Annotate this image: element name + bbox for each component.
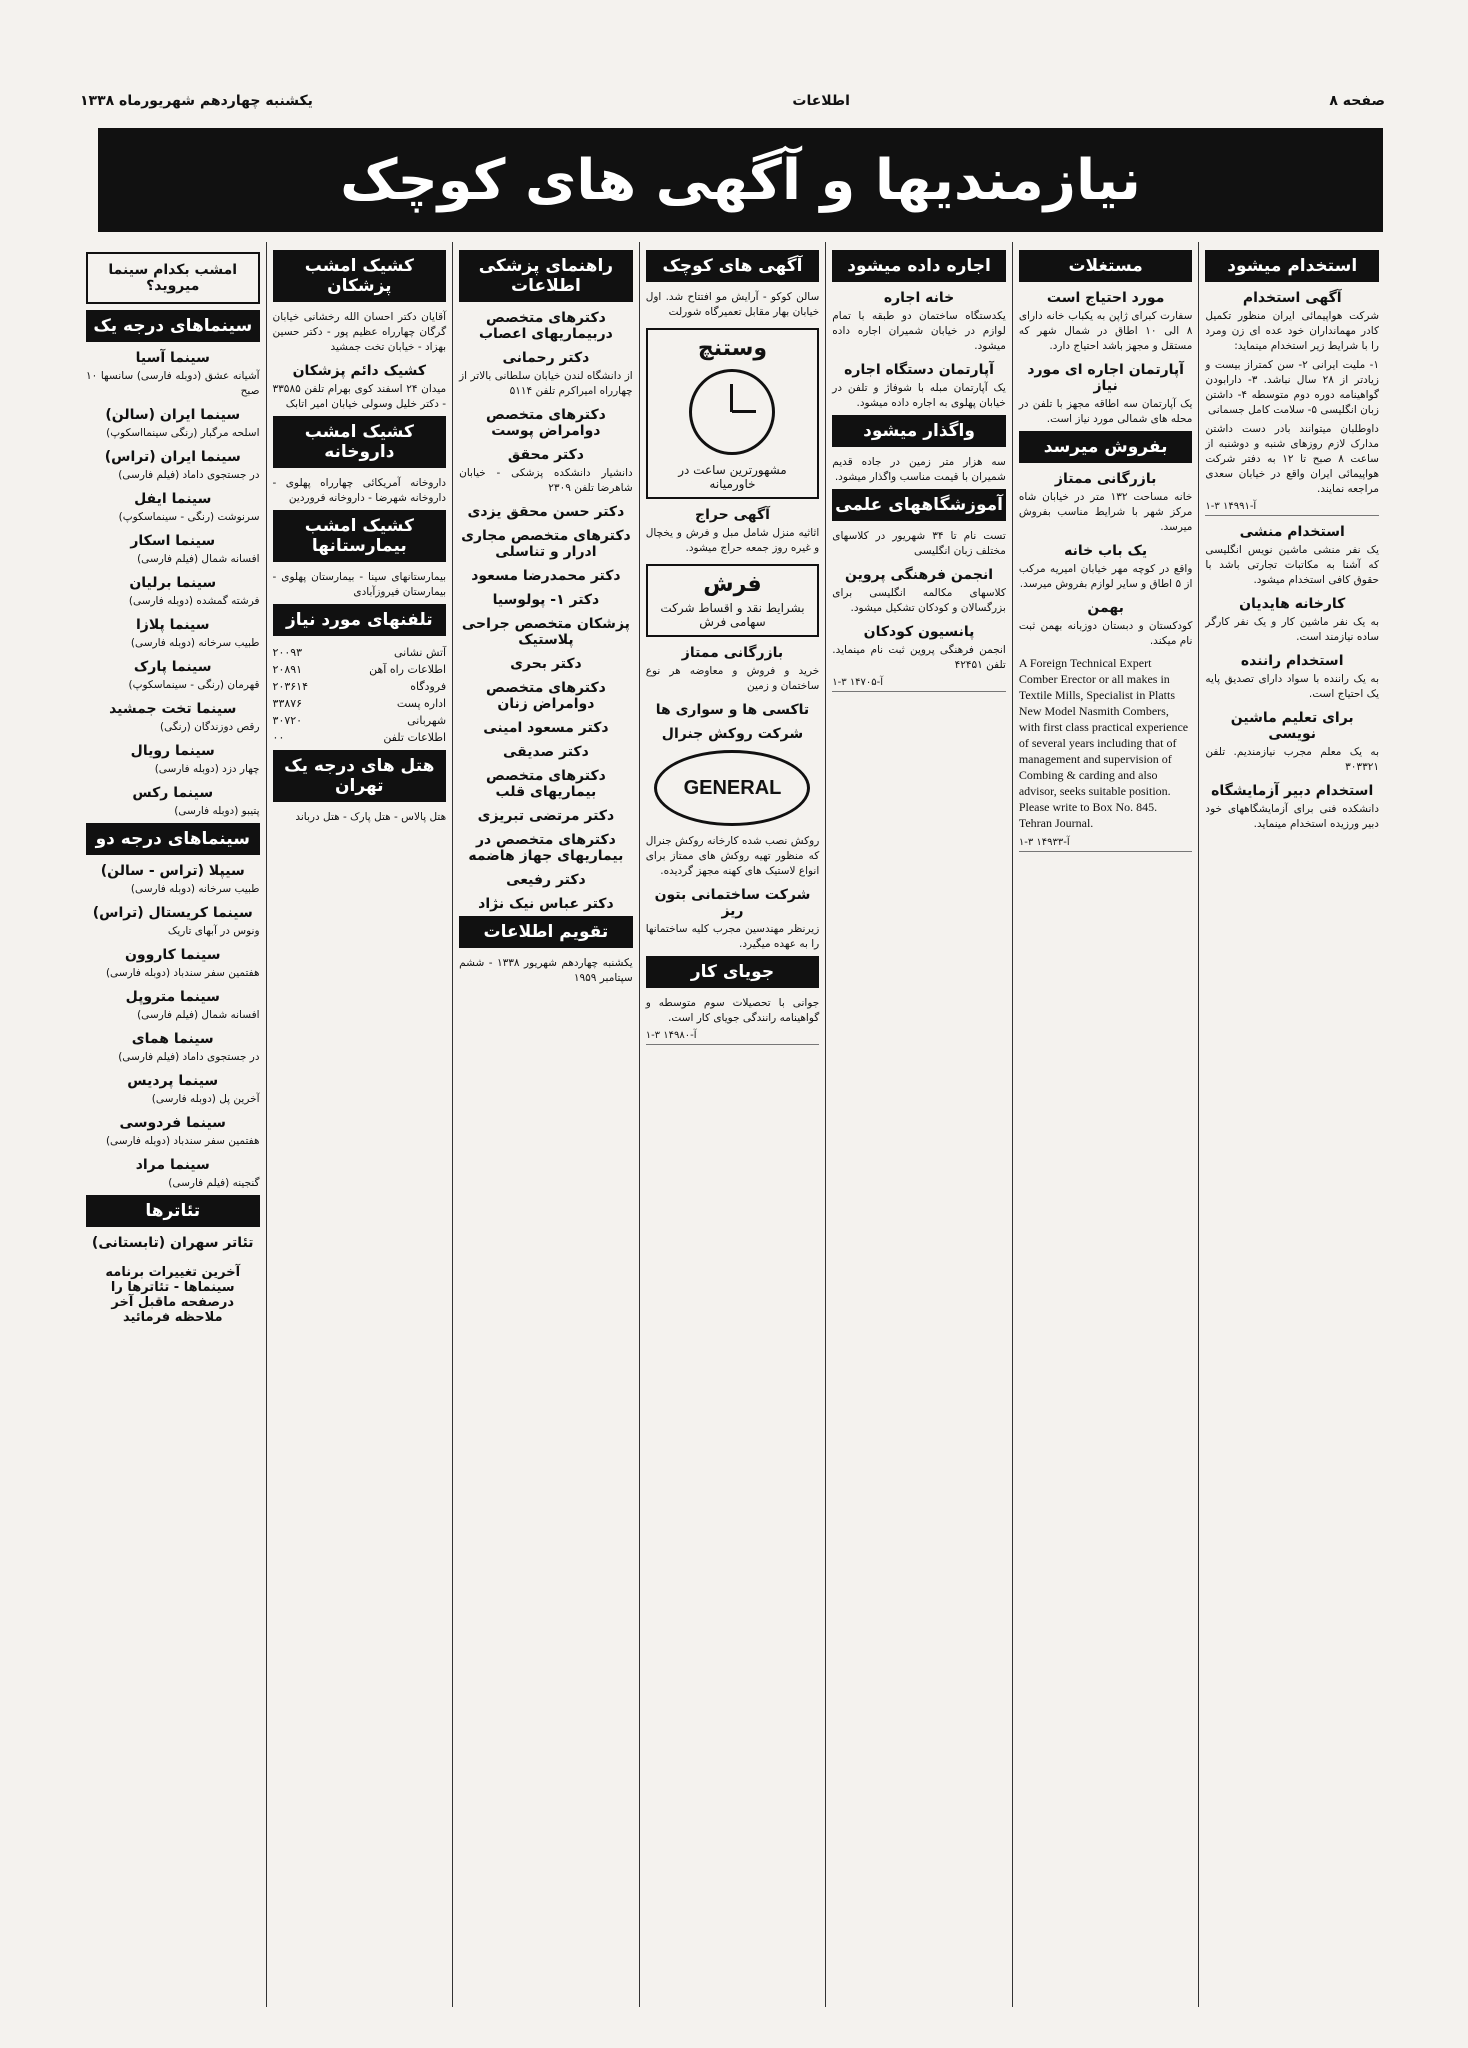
ad-code: آ-۱۴۷۰۵ ۳-۱ [832, 677, 1006, 692]
column-on-call [266, 242, 453, 2007]
hospital-heading: کشیک امشب بیمارستانها [273, 510, 447, 562]
on-call-doctors-heading: کشیک امشب پزشکان [273, 250, 447, 302]
newspaper-name: اطلاعات [792, 93, 850, 109]
specialty-title: پزشکان متخصص جراحی پلاستیک [461, 616, 630, 648]
theatres-heading: تئاترها [86, 1195, 260, 1227]
cinema-program: قهرمان (رنگی - سینماسکوپ) [128, 679, 260, 691]
phone-row [273, 661, 447, 678]
ad-text: سفارت کبرای ژاپن به یکباب خانه دارای ۸ الی ۱۰ اطاق در شمال شهر که مستقل و مجهز باشد احتیاج دارد. [1018, 310, 1193, 352]
doctor-text: دانشیار دانشکده پزشکی - خیابان شاهرضا تلفن ۲۳۰۹ [459, 467, 633, 494]
ad-text: خرید و فروش و معاوضه هر نوع ساختمان و زمین [645, 665, 820, 692]
phone-number: ۳۳۸۷۶ [272, 697, 303, 710]
doctor-name: دکتر حسن محقق یزدی [467, 504, 625, 520]
cinema-name: سینما پلازا [136, 617, 210, 633]
carpet-text: بشرایط نقد و اقساط شرکت سهامی فرش [660, 601, 805, 629]
hospital-text: بیمارستانهای سینا - بیمارستان پهلوی - بیمارستان فیروزآبادی [272, 571, 447, 598]
cinema-program: افسانه شمال (فیلم فارسی) [137, 553, 260, 565]
cinema-program: افسانه شمال (فیلم فارسی) [137, 1009, 260, 1021]
doctor-name: دکتر بحری [510, 656, 582, 672]
cinema-name: سینما برلیان [129, 575, 217, 591]
doctors-heading: راهنمای پزشکی اطلاعات [459, 250, 633, 302]
ad-text: سالن کوکو - آرایش مو افتتاح شد. اول خیابان بهار مقابل تعمیرگاه شورلت [645, 291, 820, 318]
ad-title: استخدام راننده [1240, 653, 1344, 669]
phone-name: اداره پست [396, 697, 447, 710]
ad-title: بازرگانی ممتاز [1054, 471, 1157, 487]
phone-number: ۳۰۷۲۰ [272, 714, 303, 727]
cinema-name: سینما پارک [133, 659, 212, 675]
phone-list [273, 644, 447, 746]
general-tire-logo: GENERAL [654, 750, 810, 826]
employment-heading: استخدام میشود [1205, 250, 1379, 282]
cinema-name: سینما ایران (سالن) [105, 407, 241, 423]
cinema-program: هفتمین سفر سندباد (دوبله فارسی) [105, 967, 260, 979]
ad-title: یک باب خانه [1064, 543, 1148, 559]
cinema-program: هفتمین سفر سندباد (دوبله فارسی) [105, 1135, 260, 1147]
page-header [80, 88, 1385, 114]
ad-text: داوطلبان میتوانند بادر دست داشتن مدارک لازم روزهای شنبه و دوشنبه از ساعت ۸ صبح تا ۱۲ به دفتر شرکت هواپیمائی ایران واقع در خیابان سعدی مراجعه نمایند. [1205, 423, 1379, 495]
page-number: صفحه ۸ [1329, 93, 1385, 109]
ad-text: اثاثیه منزل شامل مبل و فرش و یخچال و غیره روز جمعه حراج میشود. [645, 527, 820, 554]
ad-title: استخدام منشی [1239, 524, 1345, 540]
cinema-name: سینما پردیس [127, 1073, 219, 1089]
ad-text: کلاسهای مکالمه انگلیسی برای بزرگسالان و کودکان تشکیل میشود. [832, 587, 1006, 614]
doctor-name: دکتر رفیعی [506, 872, 586, 888]
section-banner: نیازمندیها و آگهی های کوچک [98, 128, 1383, 232]
ad-title: استخدام دبیر آزمایشگاه [1211, 783, 1374, 799]
cinema-program: گنجینه (فیلم فارسی) [168, 1177, 260, 1189]
ad-title: انجمن فرهنگی پروین [845, 567, 994, 583]
calendar-heading: تقویم اطلاعات [459, 916, 633, 948]
cinema-name: سیپلا (تراس - سالن) [100, 863, 245, 879]
phone-row [273, 644, 447, 661]
ad-title: بهمن [1087, 600, 1124, 616]
ad-text: سه هزار متر زمین در جاده قدیم شمیران با قیمت مناسب واگذار میشود. [832, 456, 1006, 483]
ad-text: یک نفر منشی ماشین نویس انگلیسی که آشنا به مکاتبات تجارتی باشد با حقوق کافی استخدام میشود. [1205, 544, 1379, 586]
phone-row [273, 678, 447, 695]
ad-text: یکدستگاه ساختمان دو طبقه با تمام لوازم در خیابان شمیران اجاره داده میشود. [832, 310, 1006, 352]
rent-heading: اجاره داده میشود [832, 250, 1006, 282]
doctor-name: دکتر محقق [507, 447, 584, 463]
doctor-name: دکتر صدیقی [503, 744, 589, 760]
phone-name: اطلاعات تلفن [383, 731, 447, 744]
phone-name: شهربانی [407, 714, 447, 727]
ad-title: خانه اجاره [883, 290, 955, 306]
column-small-ads [639, 242, 826, 2007]
phones-heading: تلفنهای مورد نیاز [273, 604, 447, 636]
carpet-ad [646, 564, 820, 637]
phone-number: ۲۰۰۹۳ [272, 646, 303, 659]
specialty-title: دکترهای متخصص بیماریهای قلب [486, 768, 606, 800]
ad-text: به یک معلم مجرب نیازمندیم. تلفن ۳۰۳۳۲۱ [1205, 746, 1379, 773]
ad-title: بازرگانی ممتاز [681, 645, 784, 661]
hotels-heading: هتل های درجه یک تهران [273, 750, 447, 802]
ad-text: واقع در کوچه مهر خیابان امیریه مرکب از ۵ اطاق و سایر لوازم بفروش میرسد. [1018, 563, 1193, 590]
cinema-program: پتیبو (دوبله فارسی) [174, 805, 260, 817]
cinema-name: سینما متروپل [125, 989, 220, 1005]
cinema-name: سینما آسیا [135, 350, 210, 366]
ad-text: زیرنظر مهندسین مجرب کلیه ساختمانها را به عهده میگیرد. [645, 923, 820, 950]
cinema-program: ونوس در آبهای تاریک [167, 925, 260, 937]
doctor-name: دکتر عباس نیک نژاد [478, 896, 614, 912]
cinema-name: سینما ایفل [134, 491, 212, 507]
pharmacy-heading: کشیک امشب داروخانه [273, 416, 447, 468]
cinema-name: سینما ایران (تراس) [104, 449, 241, 465]
english-ad: A Foreign Technical Expert Comber Erector or all makes in Textile Mills, Specialist in Platts New Model Nasmith Combers, with first class practical experience of several years including that of management and supervision of Combing & carding and also advisor, seeks suitable position. Please write to Box No. 845. Tehran Journal. [1018, 656, 1189, 830]
specialty-title: دکترهای متخصص دوامراض پوست [486, 407, 606, 439]
ad-title: مورد احتیاج است [1046, 290, 1165, 306]
cinema-program: اسلحه مرگبار (رنگی سینمااسکوپ) [106, 427, 260, 439]
column-employment [1198, 242, 1385, 2007]
cinema-program: آخرین پل (دوبله فارسی) [151, 1093, 260, 1105]
ad-title: آپارتمان اجاره ای مورد نیاز [1027, 362, 1184, 394]
specialty-title: دکترهای متخصص دربیماریهای اعصاب [478, 310, 613, 342]
cinema-name: سینما رکس [132, 785, 214, 801]
specialty-title: دکترهای متخصص در بیماریهای جهاز هاضمه [468, 832, 624, 864]
on-call-text: میدان ۲۴ اسفند کوی بهرام تلفن ۳۳۵۸۵ - دکتر خلیل وسولی خیابان امیر اتابک [272, 383, 447, 410]
column-doctors [452, 242, 639, 2007]
ad-title: شرکت روکش جنرال [661, 726, 804, 742]
column-cinemas [80, 242, 266, 2007]
specialty-title: دکترهای متخصص دوامراض زنان [486, 680, 606, 712]
ad-title: آگهی حراج [695, 507, 770, 523]
ad-text: روکش نصب شده کارخانه روکش جنرال که منظور تهیه روکش های ممتاز برای انواع لاستیک های کهنه مجهز گردیده. [645, 835, 820, 877]
columns [80, 242, 1385, 2007]
phone-name: فرودگاه [410, 680, 447, 693]
ad-text: به یک راننده با سواد دارای تصدیق پایه یک احتیاج است. [1205, 673, 1379, 700]
schools-heading: آموزشگاههای علمی [832, 489, 1006, 521]
cinema-name: سینما کاروون [124, 947, 221, 963]
pharmacy-text: داروخانه آمریکائی چهارراه پهلوی - داروخانه شهرضا - داروخانه فروردین [272, 477, 447, 504]
phone-number: ۰۰ [272, 731, 285, 744]
ad-title: کشیک دائم پزشکان [292, 363, 427, 379]
footer-note: آخرین تغییرات برنامه سینماها - تئاترها را درصفحه ماقبل آخر ملاحظه فرمائید [105, 1265, 241, 1325]
cinema-name: سینما مراد [135, 1157, 210, 1173]
cinema-ad-box: امشب بکدام سینما میروید؟ [86, 252, 260, 304]
phone-row [273, 729, 447, 746]
second-class-cinemas-heading: سینماهای درجه دو [86, 823, 260, 855]
real-estate-heading: مستغلات [1019, 250, 1193, 282]
cinema-name: سینما رویال [130, 743, 215, 759]
watch-icon [689, 369, 775, 455]
hotels-text: هتل پالاس - هتل پارک - هتل درباند [295, 811, 447, 823]
phone-name: آتش نشانی [394, 646, 447, 659]
on-call-text: آقایان دکتر احسان الله رخشانی خیابان گرگان چهارراه عظیم پور - دکتر حسین بهزاد - خیابان تخت جمشید [272, 311, 447, 353]
cinema-name: سینما تخت جمشید [109, 701, 237, 717]
ad-title: شرکت ساختمانی بتون ریز [654, 887, 811, 919]
ad-text: یک آپارتمان سه اطاقه مجهز با تلفن در محله های شمالی مورد نیاز است. [1018, 398, 1193, 425]
specialty-title: دکترهای متخصص مجاری ادرار و تناسلی [461, 528, 631, 560]
ad-title: تاکسی ها و سواری ها [655, 702, 810, 718]
doctor-name: دکتر مسعود امینی [483, 720, 609, 736]
ad-code: آ-۱۴۹۳۳ ۳-۱ [1019, 837, 1193, 852]
doctor-text: از دانشگاه لندن خیابان سلطانی بالاتر از چهارراه امیراکرم تلفن ۵۱۱۴ [459, 370, 633, 397]
ad-text: کودکستان و دبستان دوزبانه بهمن ثبت نام میکند. [1018, 620, 1193, 647]
phone-row [273, 712, 447, 729]
ad-text: خانه مساحت ۱۳۲ متر در خیابان شاه مرکز شهر با شرایط مناسب بفروش میرسد. [1018, 491, 1193, 533]
doctor-name: دکتر محمدرضا مسعود [471, 568, 621, 584]
issue-date: یکشنبه چهاردهم شهریورماه ۱۳۳۸ [80, 93, 313, 109]
ad-title: پانسیون کودکان [863, 624, 975, 640]
doctor-name: دکتر رحمانی [502, 350, 590, 366]
transfer-heading: واگذار میشود [832, 415, 1006, 447]
doctor-name: دکتر ۱- پولوسیا [492, 592, 600, 608]
watch-slogan: مشهورترین ساعت در خاورمیانه [678, 463, 787, 491]
cinema-name: سینما کریستال (تراس) [92, 905, 253, 921]
ad-text: دانشکده فنی برای آزمایشگاههای خود دبیر ورزیده استخدام مینماید. [1205, 803, 1379, 830]
cinema-program: فرشته گمشده (دوبله فارسی) [128, 595, 260, 607]
first-class-cinemas-heading: سینماهای درجه یک [86, 310, 260, 342]
phone-number: ۲۰۳۶۱۴ [272, 680, 308, 693]
cinema-name: سینما همای [131, 1031, 214, 1047]
carpet-title: فرش [703, 572, 762, 597]
ad-text: انجمن فرهنگی پروین ثبت نام مینماید. تلفن ۴۲۴۵۱ [832, 644, 1006, 671]
ad-code: آ-۱۴۹۹۱ ۳-۱ [1205, 501, 1379, 516]
cinema-program: رقص دوزندگان (رنگی) [160, 721, 260, 733]
ad-title: آگهی استخدام [1242, 290, 1342, 306]
cinema-program: سرنوشت (رنگی - سینماسکوپ) [118, 511, 260, 523]
cinema-name: سینما فردوسی [119, 1115, 226, 1131]
ad-title: برای تعلیم ماشین نویسی [1230, 710, 1354, 742]
ad-title: آپارتمان دستگاه اجاره [844, 362, 994, 378]
phone-name: اطلاعات راه آهن [369, 663, 447, 676]
cinema-program: آشیانه عشق (دوبله فارسی) سانسها ۱۰ صبح [85, 370, 260, 397]
ad-text: تست نام تا ۳۴ شهریور در کلاسهای مختلف زبان انگلیسی [832, 530, 1006, 557]
watch-ad [646, 328, 820, 499]
cinema-name: سینما اسکار [130, 533, 216, 549]
cinema-program: طبیب سرخانه (دوبله فارسی) [130, 883, 260, 895]
for-sale-heading: بفروش میرسد [1019, 431, 1193, 463]
ad-code: آ-۱۴۹۸۰ ۳-۱ [646, 1030, 820, 1045]
column-rent [825, 242, 1012, 2007]
cinema-program: در جستجوی داماد (فیلم فارسی) [118, 1051, 260, 1063]
doctor-name: دکتر مرتضی تبریزی [477, 808, 615, 824]
column-real-estate [1012, 242, 1199, 2007]
phone-row [273, 695, 447, 712]
job-seekers-heading: جویای کار [646, 956, 820, 988]
watch-brand: وستنچ [697, 336, 768, 361]
small-ads-heading: آگهی های کوچک [646, 250, 820, 282]
ad-text: ۱- ملیت ایرانی ۲- سن کمتراز بیست و زیادتر از ۲۸ سال نباشد. ۳- دارابودن گواهینامه دوره دوم متوسطه ۴- داشتن زبان انگلیسی ۵- سلامت کامل جسمانی [1205, 359, 1379, 416]
theatre-name: تئاتر سهران (تابستانی) [91, 1235, 254, 1251]
cinema-program: طبیب سرخانه (دوبله فارسی) [130, 637, 260, 649]
ad-text: شرکت هواپیمائی ایران منظور تکمیل کادر مهمانداران خود عده ای زن ومرد را با شرایط زیر استخدام مینماید: [1205, 310, 1379, 352]
cinema-program: در جستجوی داماد (فیلم فارسی) [118, 469, 260, 481]
phone-number: ۲۰۸۹۱ [272, 663, 303, 676]
ad-text: جوانی با تحصیلات سوم متوسطه و گواهینامه رانندگی جویای کار است. [645, 997, 820, 1024]
cinema-program: چهار دزد (دوبله فارسی) [154, 763, 260, 775]
calendar-text: یکشنبه چهاردهم شهریور ۱۳۳۸ - ششم سپتامبر ۱۹۵۹ [459, 957, 633, 984]
ad-text: به یک نفر ماشین کار و یک نفر کارگر ساده نیازمند است. [1205, 616, 1379, 643]
ad-title: کارخانه هایدیان [1239, 596, 1346, 612]
ad-text: یک آپارتمان مبله با شوفاژ و تلفن در خیابان پهلوی به اجاره داده میشود. [832, 382, 1006, 409]
